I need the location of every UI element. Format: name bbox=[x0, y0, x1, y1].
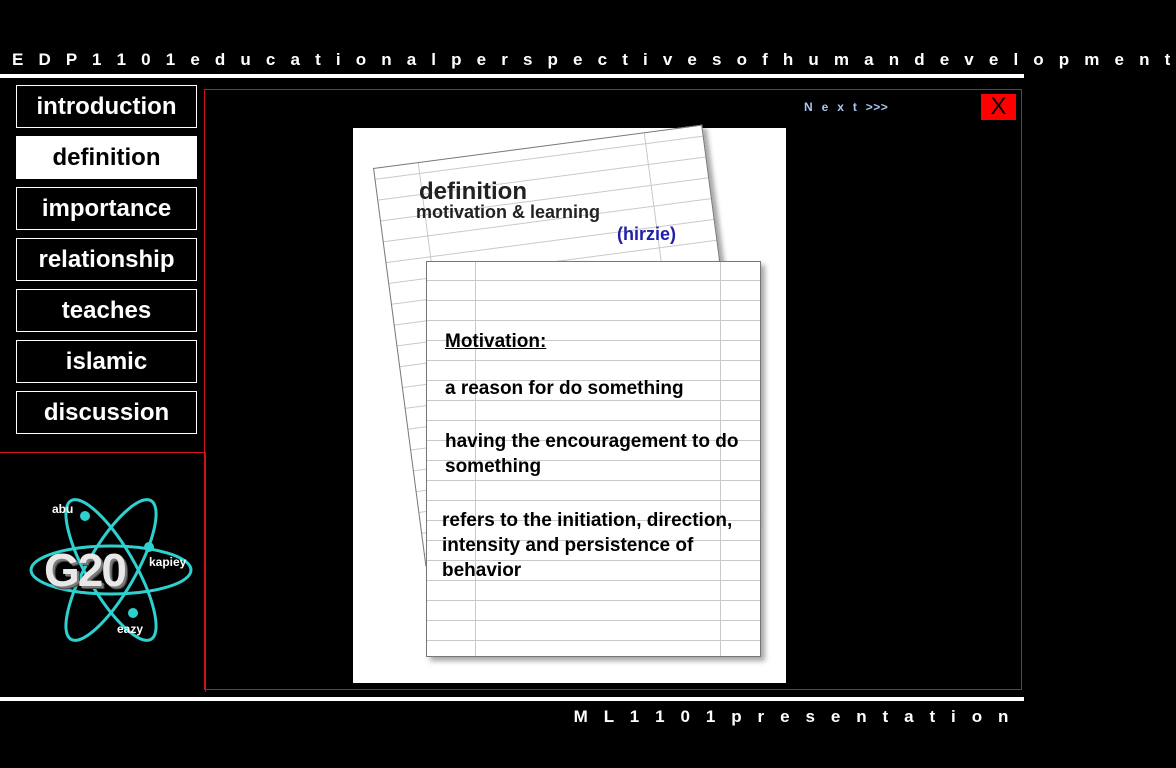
nav-item-relationship[interactable]: relationship bbox=[16, 238, 197, 281]
motivation-heading: Motivation: bbox=[445, 331, 547, 352]
nav-item-islamic[interactable]: islamic bbox=[16, 340, 197, 383]
slide-subtitle: motivation & learning bbox=[416, 202, 601, 222]
nav-item-discussion[interactable]: discussion bbox=[16, 391, 197, 434]
definition-line-1: a reason for do something bbox=[445, 378, 684, 399]
footer-title: M L 1 1 0 1 p r e s e n t a t i o n bbox=[573, 707, 1014, 726]
sidebar-nav bbox=[16, 85, 197, 442]
definition-line-3: refers to the initiation, direction, intensity and persistence of behavior bbox=[442, 510, 733, 581]
next-link[interactable] bbox=[804, 100, 888, 114]
slide-title: definition bbox=[419, 178, 527, 205]
definition-line-2: having the encouragement to do something bbox=[445, 431, 739, 477]
nav-item-definition[interactable]: definition bbox=[16, 136, 197, 179]
nav-item-importance[interactable]: importance bbox=[16, 187, 197, 230]
slide-image bbox=[353, 128, 786, 683]
slide-author: (hirzie) bbox=[617, 224, 677, 244]
next-label: N e x t bbox=[804, 100, 860, 114]
top-divider bbox=[0, 74, 1024, 78]
nav-item-introduction[interactable]: introduction bbox=[16, 85, 197, 128]
nav-item-teaches[interactable]: teaches bbox=[16, 289, 197, 332]
close-button[interactable]: X bbox=[981, 94, 1016, 120]
bottom-divider bbox=[0, 697, 1024, 701]
member-name-eazy: eazy bbox=[117, 622, 144, 636]
member-name-abu: abu bbox=[52, 502, 74, 516]
next-arrows: >>> bbox=[865, 100, 889, 114]
member-name-kapiey: kapiey bbox=[149, 555, 187, 569]
page-title: E D P 1 1 0 1 e d u c a t i o n a l p e r s p e c t i v e s o f h u m a n d e v e l o p m e n t bbox=[12, 50, 1176, 69]
logo-text: G20 bbox=[44, 544, 125, 596]
